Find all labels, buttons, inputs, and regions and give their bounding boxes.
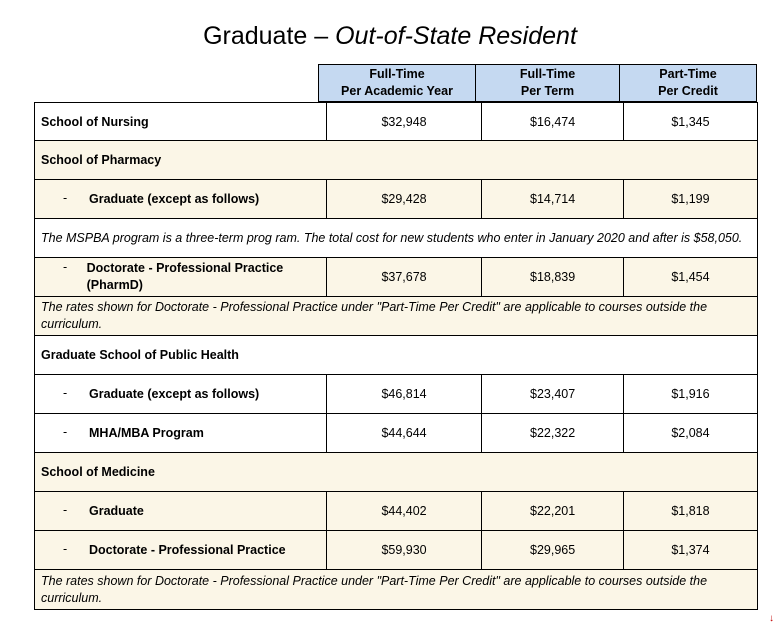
header-part-time-credit [619, 64, 757, 102]
row-label: Doctorate - Professional Practice [89, 542, 286, 557]
header-line2: Per Term [520, 84, 575, 98]
header-full-time-year [318, 64, 475, 102]
cell-per-credit: $1,374 [623, 531, 757, 570]
row-label-cell [35, 492, 327, 531]
cell-per-credit: $1,818 [623, 492, 757, 531]
row-label-cell [35, 414, 327, 453]
row-dash: - [63, 424, 68, 439]
header-line1: Full-Time [369, 67, 425, 81]
cell-per-term: $22,322 [482, 414, 624, 453]
note-row-medicine [35, 570, 758, 610]
page-title [0, 20, 780, 52]
row-label-cell [35, 531, 327, 570]
header-line1: Full-Time [519, 67, 576, 81]
header-full-time-term [475, 64, 619, 102]
note-row-mspba [35, 219, 758, 258]
cell-per-year: $44,644 [326, 414, 482, 453]
cell-per-term: $22,201 [482, 492, 624, 531]
section-row-medicine [35, 453, 758, 492]
row-label: School of Nursing [35, 103, 327, 141]
section-label: School of Medicine [35, 453, 758, 492]
row-dash: - [63, 541, 68, 556]
note-text: The rates shown for Doctorate - Professional Practice under "Part-Time Per Credit" are applicable to courses outside the curriculum. [35, 570, 758, 610]
note-text: The rates shown for Doctorate - Professional Practice under "Part-Time Per Credit" are applicable to courses outside the curriculum. [35, 297, 758, 336]
row-label: MHA/MBA Program [89, 425, 204, 440]
table-row-public-health-graduate [35, 375, 758, 414]
title-italic: Out-of-State Resident [335, 22, 577, 50]
row-label-cell [35, 180, 327, 219]
row-dash: - [63, 260, 68, 274]
table-row-medicine-doctorate [35, 531, 758, 570]
cell-per-term: $16,474 [482, 103, 624, 141]
cell-per-term: $14,714 [482, 180, 624, 219]
row-label: Graduate (except as follows) [89, 191, 260, 206]
cell-per-term: $23,407 [482, 375, 624, 414]
section-row-pharmacy [35, 141, 758, 180]
section-label: Graduate School of Public Health [35, 336, 758, 375]
table-row-pharmacy-graduate [35, 180, 758, 219]
row-label: Graduate (except as follows) [89, 386, 260, 401]
table-row-mha-mba [35, 414, 758, 453]
row-label: Graduate [89, 503, 144, 518]
table-row-pharmd [35, 258, 758, 297]
column-header-row [318, 64, 757, 102]
table-row-medicine-graduate [35, 492, 758, 531]
row-dash: - [63, 190, 68, 205]
cell-per-credit: $2,084 [623, 414, 757, 453]
cell-per-year: $37,678 [326, 258, 482, 297]
title-main: Graduate – [203, 22, 336, 50]
cell-per-year: $44,402 [326, 492, 482, 531]
cell-per-term: $18,839 [482, 258, 624, 297]
header-line2: Per Credit [658, 84, 718, 98]
section-label: School of Pharmacy [35, 141, 758, 180]
cell-per-credit: $1,199 [623, 180, 757, 219]
header-line1: Part-Time [659, 67, 717, 81]
row-dash: - [63, 385, 68, 400]
cell-per-year: $59,930 [326, 531, 482, 570]
row-label-cell [35, 375, 327, 414]
row-dash: - [63, 502, 68, 517]
cell-per-year: $46,814 [326, 375, 482, 414]
row-label-cell [35, 258, 327, 297]
note-row-pharmd [35, 297, 758, 336]
corner-arrow-icon: ↓ [769, 613, 774, 624]
tuition-table [34, 102, 758, 610]
cell-per-credit: $1,345 [623, 103, 757, 141]
cell-per-term: $29,965 [482, 531, 624, 570]
cell-per-credit: $1,916 [623, 375, 757, 414]
section-row-public-health [35, 336, 758, 375]
table-row-nursing [35, 103, 758, 141]
note-text: The MSPBA program is a three-term prog ram. The total cost for new students who enter in January 2020 and after is $58,050. [35, 219, 758, 258]
header-line2: Per Academic Year [341, 84, 453, 98]
cell-per-credit: $1,454 [623, 258, 757, 297]
row-label: Doctorate - Professional Practice (PharmD) [86, 261, 284, 292]
cell-per-year: $32,948 [326, 103, 482, 141]
cell-per-year: $29,428 [326, 180, 482, 219]
